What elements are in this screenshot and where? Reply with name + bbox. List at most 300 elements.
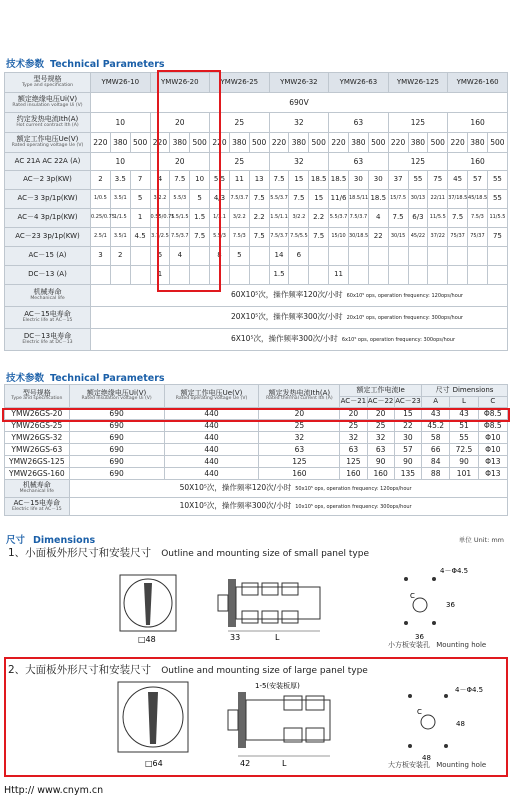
table-row [5, 73, 508, 93]
ac43-value: 7.5 [448, 209, 468, 228]
dimensions-title: 尺寸 Dimensions [6, 535, 96, 546]
table-row [5, 285, 508, 307]
ac233-value: 30/18.5 [348, 228, 368, 247]
ac43-value: 1.5 [190, 209, 210, 228]
t2-cell: 63 [367, 444, 394, 456]
ith-value: 125 [388, 113, 448, 133]
t2-cell: 440 [164, 432, 259, 444]
t2-cell: 440 [164, 408, 259, 420]
ac15-value [468, 247, 488, 266]
ac23p-value: 5.5 [210, 171, 230, 190]
ac15-value [309, 247, 329, 266]
model-header: YMW26-125 [388, 73, 448, 93]
ac15-value [428, 247, 448, 266]
ac33-value: 3/2.2 [150, 190, 170, 209]
t2-ie-label: 额定工作电流Ie [340, 385, 422, 397]
ac33-value: 5.5/3.7 [269, 190, 289, 209]
ac23p-value: 15 [289, 171, 309, 190]
dc13-value [130, 266, 150, 285]
dc13-value [448, 266, 468, 285]
ac233-value: 7.5/3.7 [269, 228, 289, 247]
dc-value: 6X10⁵次，操作频率300次/小时 6x10⁵ ops, operation frequency: 300ops/hour [91, 329, 508, 351]
dc-label: DC－13电寿命 Electric life at DC－13 [5, 329, 91, 351]
label-36-h: 36 [415, 633, 424, 641]
ac15-value [249, 247, 269, 266]
label-sq48: □48 [138, 635, 156, 644]
label-holes-large: 4－Φ4.5 [455, 686, 484, 694]
t2-cell: 58 [422, 432, 450, 444]
t2-el15-value: 10X10⁵次，操作频率300次/小时 10x10⁵ ops, operation frequency: 300ops/hour [69, 498, 507, 516]
t2-cell: 440 [164, 456, 259, 468]
section-title-1: 技术参数 Technical Parameters [6, 59, 165, 70]
t2-type-label: 型号规格 Type and specification [5, 385, 70, 408]
dc13-label: DC－13 (A) [5, 266, 91, 285]
ac23p-value: 18.5 [329, 171, 349, 190]
t2-cell: YMW26GS-63 [5, 444, 70, 456]
highlight-ymw26-20 [157, 70, 221, 292]
ue-value: 220 [150, 133, 170, 153]
label-c-large: C [417, 708, 422, 716]
small-mount-center [413, 598, 427, 612]
table-row [5, 113, 508, 133]
ac233-value: 2.5/1 [91, 228, 111, 247]
ac33-value: 7.5 [249, 190, 269, 209]
ac233-value: 75 [487, 228, 507, 247]
t2-cell: 690 [69, 456, 164, 468]
label-L: L [275, 633, 280, 642]
ac15-value [329, 247, 349, 266]
label-42: 42 [240, 759, 251, 768]
t2-cell: 15 [394, 408, 421, 420]
ac233-value: 75/37 [468, 228, 488, 247]
table-row [5, 133, 508, 153]
ac23p-value: 30 [368, 171, 388, 190]
t2-cell: 57 [394, 444, 421, 456]
ac33-value: 5.5/3 [170, 190, 190, 209]
table-row [5, 468, 508, 480]
t2-cell: 440 [164, 468, 259, 480]
small-panel-title: 1、小面板外形尺寸和安装尺寸 Outline and mounting size of small panel type [8, 547, 370, 559]
large-side-body [246, 700, 330, 740]
ue-value: 500 [487, 133, 507, 153]
ac43-value: 5.5/3.7 [329, 209, 349, 228]
large-hole-caption: 大方板安装孔 Mounting hole [388, 761, 487, 769]
ac15-value: 6 [289, 247, 309, 266]
table-row [5, 480, 508, 498]
ue-value: 500 [428, 133, 448, 153]
t2-cell: YMW26GS-32 [5, 432, 70, 444]
t2-cell: 20 [367, 408, 394, 420]
label-48-h: 48 [422, 754, 431, 762]
ith-value: 20 [150, 113, 210, 133]
ith-value: 10 [91, 113, 151, 133]
t2-cell: 440 [164, 420, 259, 432]
t2-cell: Φ13 [478, 468, 507, 480]
ac33-label: AC－3 3p/1p(KW) [5, 190, 91, 209]
table-row [5, 498, 508, 516]
model-header: YMW26-25 [210, 73, 270, 93]
ac233-value: 15/10 [329, 228, 349, 247]
ac33-value: 11/6 [329, 190, 349, 209]
t2-cell: 43 [450, 408, 478, 420]
ac233-value: 7.5 [190, 228, 210, 247]
t2-cell: 690 [69, 468, 164, 480]
ac43-value: 3/2.2 [229, 209, 249, 228]
ac21-value: 20 [150, 153, 210, 171]
model-header: YMW26-20 [150, 73, 210, 93]
table-row [5, 432, 508, 444]
dc13-value [348, 266, 368, 285]
ac33-value: 7.5/3.7 [229, 190, 249, 209]
ac33-value: 15 [309, 190, 329, 209]
t2-ui-label: 额定绝缘电压Ui(V) Rated insulation voltage Ui (V) [69, 385, 164, 408]
ith-value: 25 [210, 113, 270, 133]
ue-value: 220 [210, 133, 230, 153]
ac33-value: 1/0.5 [91, 190, 111, 209]
t2-cell: 25 [340, 420, 367, 432]
ac21-value: 32 [269, 153, 329, 171]
ac43-value: 1 [130, 209, 150, 228]
ac21-label: AC 21A AC 22A (A) [5, 153, 91, 171]
table-row [5, 307, 508, 329]
ui-value: 690V [91, 93, 508, 113]
ue-value: 500 [130, 133, 150, 153]
t2-sub-dL: L [450, 397, 478, 408]
ith-value: 63 [329, 113, 389, 133]
ac23p-value: 7.5 [269, 171, 289, 190]
t2-cell: 55 [450, 432, 478, 444]
t2-cell: 63 [259, 444, 340, 456]
t2-cell: Φ8.5 [478, 408, 507, 420]
ac33-value: 5 [190, 190, 210, 209]
ac43-value: 3/2.2 [289, 209, 309, 228]
ac15-value: 5 [150, 247, 170, 266]
ac33-value: 3.5/1 [110, 190, 130, 209]
table-row [5, 209, 508, 228]
label-33: 33 [230, 633, 241, 642]
ac23p-value: 75 [428, 171, 448, 190]
ac33-value: 15/7.5 [388, 190, 408, 209]
ac233-value: 75/37 [448, 228, 468, 247]
ac23p-value: 3.5 [110, 171, 130, 190]
t2-cell: 440 [164, 444, 259, 456]
large-mount-center [421, 715, 435, 729]
t2-cell: 45.2 [422, 420, 450, 432]
ac233-value: 7.5/5.5 [289, 228, 309, 247]
ac43-value: 1.5/1.1 [269, 209, 289, 228]
t2-cell: 32 [367, 432, 394, 444]
ac233-value: 5.5/3 [210, 228, 230, 247]
table-row [5, 153, 508, 171]
dc13-value [289, 266, 309, 285]
ac233-value: 3.7/2.5 [150, 228, 170, 247]
ac15-value: 4 [170, 247, 190, 266]
table-row [5, 444, 508, 456]
t2-cell: 90 [367, 456, 394, 468]
ac15-value [487, 247, 507, 266]
ac33-value: 5 [130, 190, 150, 209]
t2-cell: 101 [450, 468, 478, 480]
t2-mech-value: 50X10⁵次，操作频率120次/小时 50x10⁵ ops, operation frequency: 120ops/hour [69, 480, 507, 498]
ac21-value: 25 [210, 153, 270, 171]
t2-cell: Φ10 [478, 444, 507, 456]
table-row [5, 228, 508, 247]
t2-cell: 84 [422, 456, 450, 468]
dc13-value [428, 266, 448, 285]
ac43-value: 2.2 [309, 209, 329, 228]
table-row [5, 329, 508, 351]
ue-value: 380 [289, 133, 309, 153]
ith-value: 32 [269, 113, 329, 133]
ac15-value: 2 [110, 247, 130, 266]
t2-mech-label: 机械寿命 Mechanical life [5, 480, 70, 498]
ac23p-value: 7 [130, 171, 150, 190]
t2-cell: 125 [340, 456, 367, 468]
t2-cell: 160 [259, 468, 340, 480]
ac43-value: 6/3 [408, 209, 428, 228]
ue-value: 380 [408, 133, 428, 153]
t2-cell: 51 [450, 420, 478, 432]
el15-value: 20X10⁵次，操作频率300次/小时 20x10⁵ ops, operation frequency: 300ops/hour [91, 307, 508, 329]
ac23p-value: 55 [487, 171, 507, 190]
t2-cell: 690 [69, 432, 164, 444]
t2-cell: 690 [69, 408, 164, 420]
ac15-value [348, 247, 368, 266]
ue-value: 500 [190, 133, 210, 153]
ac33-value: 55 [487, 190, 507, 209]
table-row [5, 456, 508, 468]
table-row [5, 266, 508, 285]
t2-cell: 125 [259, 456, 340, 468]
ac15-value [408, 247, 428, 266]
t2-cell: YMW26GS-20 [5, 408, 70, 420]
t2-sub-ac21: AC－21 [340, 397, 367, 408]
ac23p-value: 4 [150, 171, 170, 190]
ac15-value [388, 247, 408, 266]
ac23p-label: AC－2 3p(KW) [5, 171, 91, 190]
dc13-value [309, 266, 329, 285]
ac23p-value: 13 [249, 171, 269, 190]
ac43-value: 0.25/0.75 [91, 209, 111, 228]
ue-value: 380 [348, 133, 368, 153]
section-title-2: 技术参数 Technical Parameters [6, 373, 165, 384]
dc13-value [468, 266, 488, 285]
ac23p-value: 18.5 [309, 171, 329, 190]
ac233-value: 4.5 [130, 228, 150, 247]
t2-cell: Φ10 [478, 432, 507, 444]
t2-cell: 160 [340, 468, 367, 480]
t2-sub-dA: A [422, 397, 450, 408]
ue-value: 380 [110, 133, 130, 153]
t2-cell: Φ13 [478, 456, 507, 468]
ac233-value: 3.5/1 [110, 228, 130, 247]
ac33-value: 45/18.5 [468, 190, 488, 209]
t2-cell: 20 [340, 408, 367, 420]
ue-value: 500 [249, 133, 269, 153]
ac43-value: 0.55/0.75 [150, 209, 170, 228]
ac43-value: 4 [368, 209, 388, 228]
t2-sub-dC: C [478, 397, 507, 408]
ac233-value: 22 [368, 228, 388, 247]
ac33-value: 18.5 [368, 190, 388, 209]
ac23p-value: 7.5 [170, 171, 190, 190]
ac23p-value: 2 [91, 171, 111, 190]
dc13-value [408, 266, 428, 285]
ue-value: 500 [368, 133, 388, 153]
ac15-label: AC－15 (A) [5, 247, 91, 266]
dc13-value: 11 [329, 266, 349, 285]
model-header: YMW26-10 [91, 73, 151, 93]
highlight-ymw26gs-20 [2, 408, 510, 422]
t2-cell: 135 [394, 468, 421, 480]
model-header: YMW26-63 [329, 73, 389, 93]
t2-cell: 690 [69, 444, 164, 456]
ac43-label: AC－4 3p/1p(KW) [5, 209, 91, 228]
large-handle [148, 692, 158, 744]
t2-cell: YMW26GS-160 [5, 468, 70, 480]
label-L2: L [282, 759, 287, 768]
ith-label: 约定发热电流Ith(A) Hot current contract Ith (A) [5, 113, 91, 133]
ue-value: 500 [309, 133, 329, 153]
ac15-value: 8 [210, 247, 230, 266]
ac15-value: 14 [269, 247, 289, 266]
label-c-small: C [410, 592, 415, 600]
ue-value: 380 [170, 133, 190, 153]
t2-cell: 43 [422, 408, 450, 420]
ue-value: 220 [91, 133, 111, 153]
parameters-table-2 [4, 384, 508, 516]
ac233-value: 7.5/3.7 [170, 228, 190, 247]
ac43-value: 11/5.5 [487, 209, 507, 228]
dc13-value [388, 266, 408, 285]
dc13-value [487, 266, 507, 285]
model-header: YMW26-160 [448, 73, 508, 93]
t2-cell: 32 [340, 432, 367, 444]
ac233-value: 7.5/3 [229, 228, 249, 247]
t2-cell: 25 [259, 420, 340, 432]
label-plate: 1-5(安装板厚) [255, 682, 300, 690]
ue-label: 额定工作电压Ue(V) Rated operating voltage Ue (V) [5, 133, 91, 153]
ac33-value: 7.5 [289, 190, 309, 209]
ac233-label: AC－23 3p/1p(KW) [5, 228, 91, 247]
ac23p-value: 45 [448, 171, 468, 190]
ac33-value: 37/18.5 [448, 190, 468, 209]
ac43-value: 1.5/1.5 [170, 209, 190, 228]
t2-cell: 66 [422, 444, 450, 456]
t2-cell: 90 [394, 456, 421, 468]
dc13-value [110, 266, 130, 285]
label-48-v: 48 [456, 720, 465, 728]
footer-url: Http:// www.cnym.cn [4, 785, 104, 796]
t2-cell: 72.5 [450, 444, 478, 456]
ac43-value: 7.5/3 [468, 209, 488, 228]
t2-cell: 20 [259, 408, 340, 420]
mech-label: 机械寿命 Mechanical life [5, 285, 91, 307]
t2-cell: 30 [394, 432, 421, 444]
t2-cell: 22 [394, 420, 421, 432]
el15-label: AC－15电寿命 Electric life at AC－15 [5, 307, 91, 329]
ac233-value: 7.5 [309, 228, 329, 247]
ac33-value: 18.5/11 [348, 190, 368, 209]
dc13-value [91, 266, 111, 285]
ac15-value: 3 [91, 247, 111, 266]
ac43-value: 7.5/3.7 [348, 209, 368, 228]
table-row [5, 93, 508, 113]
t2-ith-label: 额定发热电流Ith(A) Rated thermal current Ith (A) [259, 385, 340, 408]
dc13-value [229, 266, 249, 285]
ac15-value [448, 247, 468, 266]
ue-value: 380 [229, 133, 249, 153]
t2-ue-label: 额定工作电压Ue(V) Rated operating voltage Ue (V) [164, 385, 259, 408]
dc13-value: 1 [150, 266, 170, 285]
ac23p-value: 55 [408, 171, 428, 190]
table-row [5, 171, 508, 190]
dc13-value: 1.5 [269, 266, 289, 285]
small-hole-caption: 小方板安装孔 Mounting hole [388, 641, 487, 649]
ac23p-value: 11 [229, 171, 249, 190]
t2-cell: 32 [259, 432, 340, 444]
ue-value: 220 [448, 133, 468, 153]
parameters-table-1 [4, 72, 508, 351]
label-holes-small: 4－Φ4.5 [440, 567, 469, 575]
label-36-v: 36 [446, 601, 455, 609]
ac21-value: 160 [448, 153, 508, 171]
t2-el15-label: AC－15电寿命 Electric life at AC－15 [5, 498, 70, 516]
small-side-plate [228, 579, 236, 627]
ac33-value: 30/13 [408, 190, 428, 209]
ac21-value: 63 [329, 153, 389, 171]
ac233-value: 37/22 [428, 228, 448, 247]
ue-value: 220 [269, 133, 289, 153]
ac233-value: 7.5 [249, 228, 269, 247]
t2-cell: Φ8.5 [478, 420, 507, 432]
ac23p-value: 30 [348, 171, 368, 190]
ith-value: 160 [448, 113, 508, 133]
t2-sub-ac22: AC－22 [367, 397, 394, 408]
label-sq64: □64 [145, 759, 163, 768]
ac23p-value: 57 [468, 171, 488, 190]
t2-cell: 160 [367, 468, 394, 480]
t2-cell: 90 [450, 456, 478, 468]
t2-cell: 690 [69, 420, 164, 432]
table-row [5, 385, 508, 397]
type-label: 型号规格 Type and specification [5, 73, 91, 93]
ac43-value: 11/5.5 [428, 209, 448, 228]
t2-cell: 88 [422, 468, 450, 480]
large-side-plate [238, 692, 246, 748]
ac21-value: 125 [388, 153, 448, 171]
ue-value: 380 [468, 133, 488, 153]
ui-label: 额定绝缘电压Ui(V) Rated insulation voltage Ui (V) [5, 93, 91, 113]
mech-value: 60X10⁵次，操作频率120次/小时 60x10⁵ ops, operation frequency: 120ops/hour [91, 285, 508, 307]
ac43-value: 1/1.1 [210, 209, 230, 228]
ac43-value: 1/1.5 [110, 209, 130, 228]
ac15-value: 5 [229, 247, 249, 266]
large-panel-title: 2、大面板外形尺寸和安装尺寸 Outline and mounting size of large panel type [8, 664, 368, 676]
ac23p-value: 10 [190, 171, 210, 190]
ac233-value: 45/22 [408, 228, 428, 247]
ac15-value [368, 247, 388, 266]
unit-label: 单位 Unit: mm [458, 536, 504, 544]
model-header: YMW26-32 [269, 73, 329, 93]
dc13-value [249, 266, 269, 285]
ac21-value: 10 [91, 153, 151, 171]
ac23p-value: 37 [388, 171, 408, 190]
ac43-value: 2.2 [249, 209, 269, 228]
ac15-value [130, 247, 150, 266]
ac33-value: 4/3 [210, 190, 230, 209]
dc13-value [368, 266, 388, 285]
